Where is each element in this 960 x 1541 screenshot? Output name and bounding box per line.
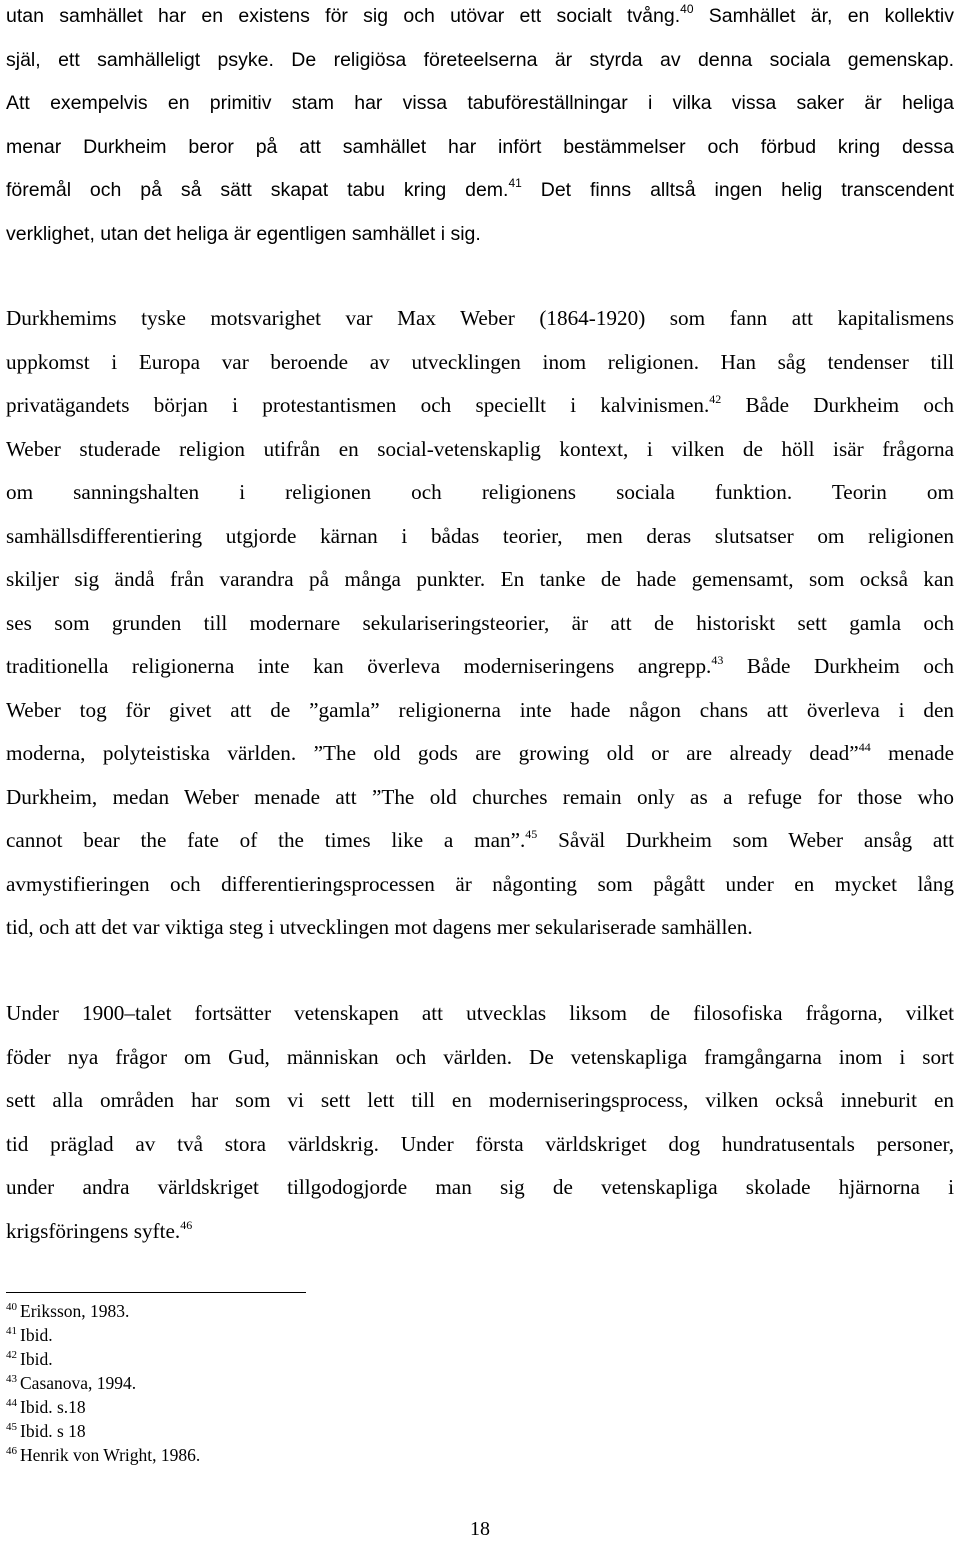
footnote — [6, 1395, 200, 1419]
footnote-number: 40 — [6, 1301, 17, 1313]
footnote-text: Casanova, 1994. — [20, 1373, 137, 1393]
footnote-number: 46 — [6, 1445, 17, 1457]
paragraph-1900s — [6, 992, 954, 1253]
text-line: Weber tog för givet att de ”gamla” religionerna inte hade någon chans att överleva i den — [6, 697, 954, 722]
footnote-ref[interactable]: 40 — [680, 2, 694, 16]
text-line: tid präglad av två stora världskrig. Under första världskriget dog hundratusentals personer, — [6, 1131, 954, 1156]
footnote-number: 45 — [6, 1421, 17, 1433]
paragraph-durkheim — [6, 0, 954, 256]
footnote — [6, 1443, 200, 1467]
footnote-separator — [6, 1292, 306, 1293]
paragraph-weber — [6, 297, 954, 950]
footnote-ref[interactable]: 46 — [180, 1217, 193, 1232]
footnote — [6, 1371, 200, 1395]
text-line: cannot bear the fate of the times like a man”.$^{45}$ Såväl Durkheim som Weber ansåg att — [6, 827, 955, 852]
text-line: Under 1900–talet fortsätter vetenskapen att utvecklas liksom de filosofiska frågorna, vilket — [6, 1001, 954, 1025]
text-line: utan samhället har en existens för sig och utövar ett socialt tvång.$^{40}$ Samhället är, en kollektiv — [6, 2, 954, 27]
text-line: Durkhemims tyske motsvarighet var Max Weber (1864-1920) som fann att kapitalismens — [6, 306, 954, 330]
text-line: om sanningshalten i religionen och religionens sociala funktion. Teorin om — [6, 480, 954, 504]
text-line: föremål och på så sätt skapat tabu kring dem.$^{41}$ Det finns alltså ingen helig transcendent — [6, 176, 954, 201]
text-line: föder nya frågor om Gud, människan och världen. De vetenskapliga framgångarna inom i sort — [6, 1044, 954, 1069]
text-line: själ, ett samhälleligt psyke. De religiösa företeelserna är styrda av denna sociala gemenskap. — [6, 48, 954, 71]
footnote — [6, 1323, 200, 1347]
text-line: uppkomst i Europa var beroende av utvecklingen inom religionen. Han såg tendenser till — [6, 349, 954, 374]
footnote-text: Ibid. — [20, 1349, 53, 1369]
text-line: tid, och att det var viktiga steg i utvecklingen mot dagens mer sekulariserade samhällen. — [6, 915, 753, 939]
text-line: moderna, polyteistiska världen. ”The old gods are growing old or are already dead”$^{44}$ menade — [6, 740, 954, 765]
footnote-ref[interactable]: 41 — [508, 176, 522, 190]
footnote-number: 42 — [6, 1349, 17, 1361]
text-line: Att exempelvis en primitiv stam har vissa tabuföreställningar i vilka vissa saker är heliga — [6, 92, 954, 114]
page-number: 18 — [470, 1518, 490, 1540]
text-line: verklighet, utan det heliga är egentligen samhället i sig. — [6, 222, 481, 245]
text-line: menar Durkheim beror på att samhället har infört bestämmelser och förbud kring dessa — [6, 135, 954, 158]
text-line: sett alla områden har som vi sett lett till en moderniseringsprocess, vilken också inneburit en — [6, 1088, 954, 1112]
footnote-text: Ibid. s 18 — [20, 1421, 86, 1441]
text-line: traditionella religionerna inte kan överleva moderniseringens angrepp.$^{43}$ Både Durkheim och — [6, 653, 954, 678]
text-line: privatägandets början i protestantismen och speciellt i kalvinismen.$^{42}$ Både Durkheim och — [6, 392, 954, 417]
text-line: ses som grunden till modernare sekulariseringsteorier, är att de historiskt sett gamla och — [6, 610, 954, 635]
footnote-ref[interactable]: 45 — [525, 827, 538, 841]
text-line: Weber studerade religion utifrån en social-vetenskaplig kontext, i vilken de höll isär frågorna — [6, 436, 954, 461]
footnote-text: Ibid. s.18 — [20, 1397, 86, 1417]
footnote-number: 41 — [6, 1325, 17, 1337]
footnote-number: 43 — [6, 1373, 17, 1385]
footnote-text: Eriksson, 1983. — [20, 1301, 130, 1321]
footnote-ref[interactable]: 42 — [709, 392, 722, 406]
text-line: skiljer sig ändå från varandra på många punkter. En tanke de hade gemensamt, som också kan — [6, 567, 954, 591]
footnote-text: Henrik von Wright, 1986. — [20, 1445, 201, 1465]
footnote — [6, 1347, 200, 1371]
text-line: krigsföringens syfte.$^{46}$ — [6, 1217, 193, 1243]
footnote-ref[interactable]: 43 — [711, 653, 724, 667]
text-line: samhällsdifferentiering utgjorde kärnan i bådas teorier, men deras slutsatser om religionen — [6, 523, 954, 548]
footnotes — [6, 1299, 200, 1467]
text-line: avmystifieringen och differentieringsprocessen är någonting som pågått under en mycket lång — [6, 871, 954, 896]
footnote-ref[interactable]: 44 — [858, 740, 871, 754]
footnote-text: Ibid. — [20, 1325, 53, 1345]
text-line: Durkheim, medan Weber menade att ”The old churches remain only as a refuge for those who — [6, 784, 954, 809]
footnote-number: 44 — [6, 1397, 17, 1409]
text-line: under andra världskriget tillgodogjorde man sig de vetenskapliga skolade hjärnorna i — [6, 1175, 954, 1199]
footnote — [6, 1419, 200, 1443]
footnote — [6, 1299, 200, 1323]
